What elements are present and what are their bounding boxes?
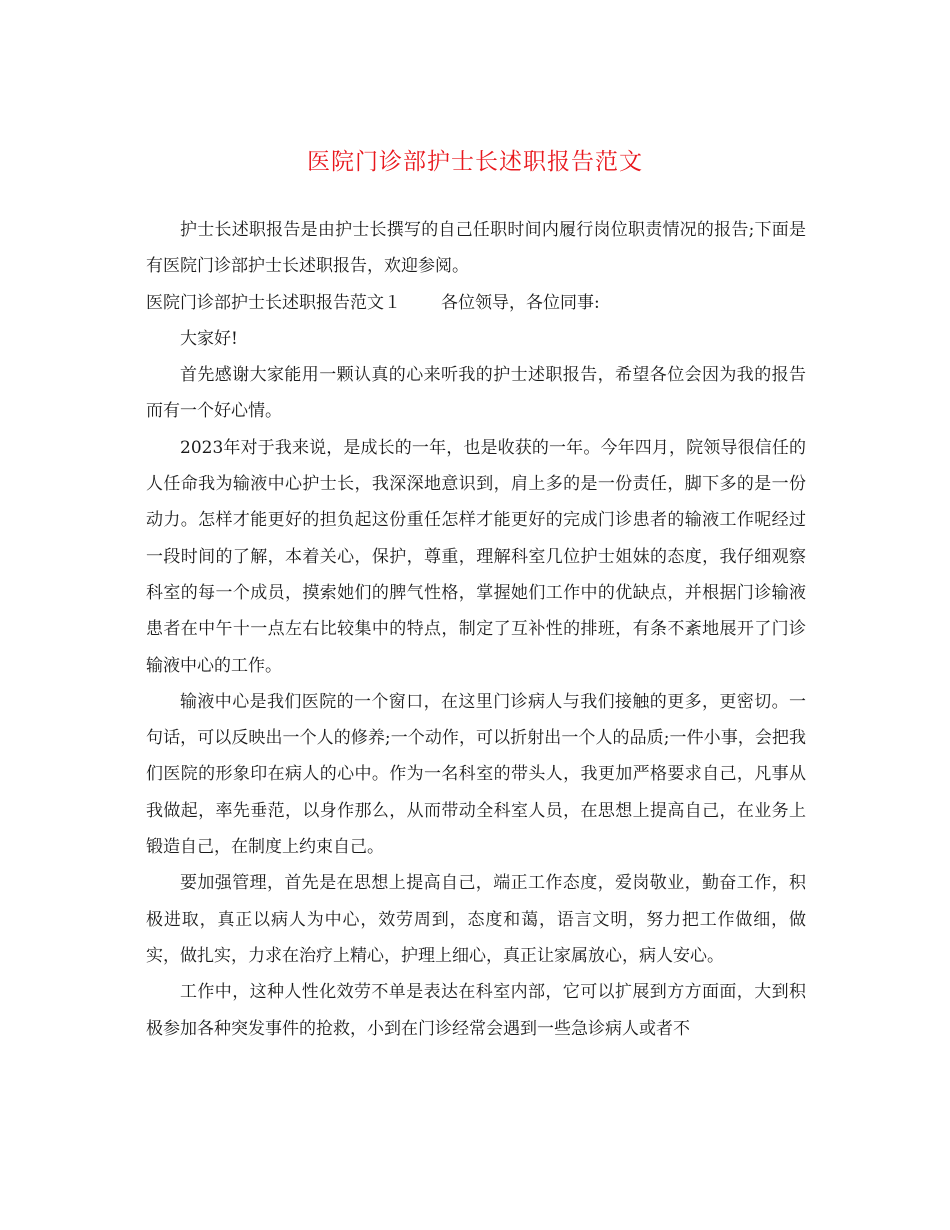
paragraph-1: 首先感谢大家能用一颗认真的心来听我的护士述职报告，希望各位会因为我的报告而有一个好心情。 [146, 365, 806, 422]
subtitle-line [146, 285, 806, 321]
salutation: 各位领导，各位同事: [441, 292, 600, 313]
paragraph-5: 工作中，这种人性化效劳不单是表达在科室内部，它可以扩展到方方面面，大到积极参加各种突发事件的抢救，小到在门诊经常会遇到一些急诊病人或者不 [146, 982, 806, 1039]
report-subtitle: 医院门诊部护士长述职报告范文１ [146, 292, 401, 313]
document-title: 医院门诊部护士长述职报告范文 [307, 149, 643, 175]
paragraph-4: 要加强管理，首先是在思想上提高自己，端正工作态度，爱岗敬业，勤奋工作，积极进取，真正以病人为中心，效劳周到，态度和蔼，语言文明，努力把工作做细，做实，做扎实，力求在治疗上精心，护理上细心，真正让家属放心，病人安心。 [146, 873, 806, 966]
paragraph-2: 2023年对于我来说，是成长的一年，也是收获的一年。今年四月，院领导很信任的人任命我为输液中心护士长，我深深地意识到，肩上多的是一份责任，脚下多的是一份动力。怎样才能更好的担负起这份重任怎样才能更好的完成门诊患者的输液工作呢经过一段时间的了解，本着关心，保护，尊重，理解科室几位护士姐妹的态度，我仔细观察科室的每一个成员，摸索她们的脾气性格，掌握她们工作中的优缺点，并根据门诊输液患者在中午十一点左右比较集中的特点，制定了互补性的排班，有条不紊地展开了门诊输液中心的工作。 [146, 437, 806, 676]
greeting: 大家好! [180, 328, 238, 349]
document-body [146, 212, 806, 1047]
paragraph-3: 输液中心是我们医院的一个窗口，在这里门诊病人与我们接触的更多，更密切。一句话，可以反映出一个人的修养;一个动作，可以折射出一个人的品质;一件小事，会把我们医院的形象印在病人的心中。作为一名科室的带头人，我更加严格要求自己，凡事从我做起，率先垂范，以身作那么，从而带动全科室人员，在思想上提高自己，在业务上锻造自己，在制度上约束自己。 [146, 691, 806, 858]
intro-paragraph: 护士长述职报告是由护士长撰写的自己任职时间内履行岗位职责情况的报告;下面是有医院门诊部护士长述职报告，欢迎参阅。 [146, 220, 806, 277]
